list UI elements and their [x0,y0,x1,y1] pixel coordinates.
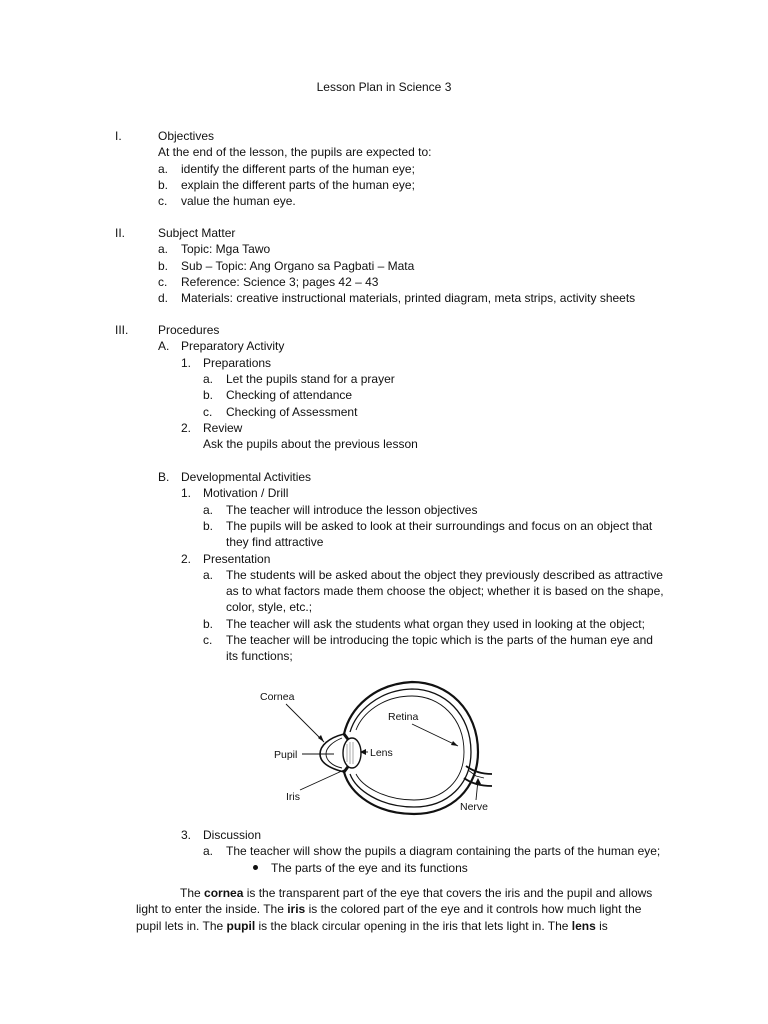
step-heading: Review [203,420,243,435]
step-heading: Preparations [203,355,272,370]
step-heading: Discussion [203,828,262,842]
list-label: c. [158,274,168,289]
eye-diagram [252,676,492,816]
section-numeral: II. [115,226,126,240]
eyeball-outer [344,682,478,814]
step-label: 1. [181,355,192,370]
list-label: a. [203,844,214,859]
section-heading: Objectives [158,129,215,143]
explanation-paragraph [136,885,656,934]
list-item: value the human eye. [181,194,296,209]
list-item: Reference: Science 3; pages 42 – 43 [181,274,379,289]
list-label: b. [158,177,169,192]
cornea-shape [320,734,344,772]
list-item: The teacher will be introducing the topic which is the parts of the human eye and [226,633,653,647]
list-item-continued: color, style, etc.; [226,600,313,615]
paragraph-text: is the colored part of the eye and it controls how much light the [305,902,642,917]
list-item: explain the different parts of the human eye; [181,177,415,192]
list-label: b. [203,388,214,403]
paragraph-text: light to enter the inside. The [136,902,288,917]
list-item: The teacher will introduce the lesson objectives [226,502,478,517]
list-item: Checking of attendance [226,388,353,403]
paragraph-text: pupil lets in. The [136,918,227,933]
label-pupil: Pupil [274,749,298,761]
pointer-cornea [286,704,324,742]
page-title: Lesson Plan in Science 3 [316,80,452,94]
section-numeral: III. [115,323,129,337]
list-item: Sub – Topic: Ang Organo sa Pagbati – Mata [181,258,415,273]
list-label: c. [203,404,213,419]
list-item: The pupils will be asked to look at their surroundings and focus on an object that [226,518,653,533]
step-label: 2. [181,551,192,566]
list-item: identify the different parts of the human eye; [181,161,415,176]
label-lens: Lens [370,747,393,759]
list-item: Let the pupils stand for a prayer [226,371,395,386]
step-text: Ask the pupils about the previous lesson [203,437,418,452]
list-item-continued: its functions; [226,649,293,664]
list-label: a. [158,161,169,176]
list-label: b. [203,518,214,533]
subsection-label: B. [158,470,170,484]
subsection-heading: Preparatory Activity [181,339,285,354]
section-numeral: I. [115,129,122,143]
label-iris: Iris [286,791,300,803]
list-item-continued: they find attractive [226,535,324,550]
list-label: c. [158,194,168,209]
cornea-inner [326,738,342,768]
list-label: a. [158,242,169,257]
arrowhead-retina [451,741,458,746]
list-label: a. [203,371,214,386]
label-cornea: Cornea [260,691,295,703]
pointer-iris [300,770,344,790]
list-item: The students will be asked about the object they previously described as attractive [226,567,663,582]
section-heading: Procedures [158,323,220,337]
list-label: c. [203,633,213,647]
list-item: Checking of Assessment [226,404,358,419]
term-lens: lens [571,918,596,933]
paragraph-text: is the black circular opening in the iris that lets light in. The [255,918,572,933]
arrowhead-cornea [318,735,324,742]
list-label: b. [203,616,214,631]
subsection-label: A. [158,339,170,354]
list-item: The teacher will show the pupils a diagram containing the parts of the human eye; [226,844,661,859]
list-label: a. [203,502,214,517]
section-heading: Subject Matter [158,226,236,240]
label-retina: Retina [388,711,419,723]
arrowhead-nerve [475,778,481,784]
list-item: Materials: creative instructional materials, printed diagram, meta strips, activity sheets [181,291,636,306]
bullet-item: The parts of the eye and its functions [271,860,468,875]
step-label: 2. [181,420,192,435]
sclera-inner [350,689,471,807]
list-label: b. [158,258,169,273]
list-item: Topic: Mga Tawo [181,242,271,257]
step-label: 3. [181,828,192,842]
paragraph-text: is the transparent part of the eye that covers the iris and the pupil and allows [243,886,653,900]
list-item: The teacher will ask the students what organ they used in looking at the object; [226,616,645,631]
list-item-continued: as to what factors made them choose the object; whether it is based on the shape, [226,584,664,599]
bullet-icon [253,865,258,870]
term-pupil: pupil [226,918,256,933]
step-label: 1. [181,486,192,501]
label-nerve: Nerve [460,801,489,813]
step-heading: Presentation [203,551,271,566]
list-label: a. [203,567,214,582]
lens-shape [343,738,361,768]
paragraph-text: is [595,918,608,933]
step-heading: Motivation / Drill [203,486,289,501]
objectives-intro: At the end of the lesson, the pupils are expected to: [158,145,432,160]
list-label: d. [158,291,169,306]
subsection-heading: Developmental Activities [181,470,312,484]
paragraph-text: The [180,886,205,900]
term-cornea: cornea [204,886,244,900]
term-iris: iris [287,902,306,917]
pointer-retina [412,724,458,746]
